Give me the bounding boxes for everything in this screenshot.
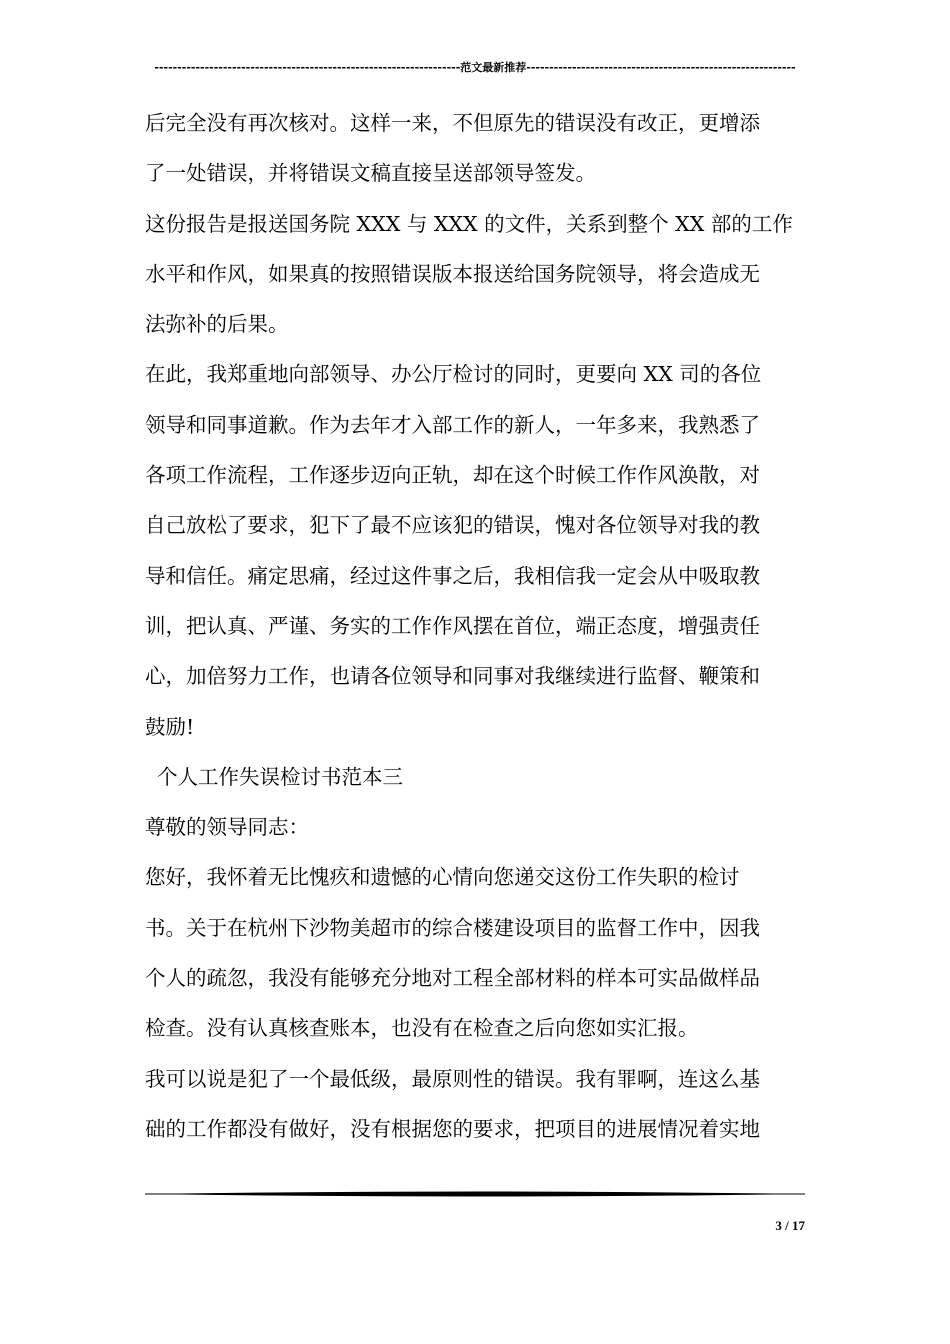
document-body: [145, 98, 825, 1154]
text-line: 各项工作流程，工作逐步迈向正轨，却在这个时候工作作风涣散，对: [145, 463, 760, 488]
text-line: 鼓励!: [145, 714, 195, 739]
paragraph: [145, 1054, 825, 1155]
text-line: 我可以说是犯了一个最低级，最原则性的错误。我有罪啊，连这么基: [145, 1066, 760, 1091]
text-line: 您好，我怀着无比愧疚和遗憾的心情向您递交这份工作失职的检讨: [145, 865, 740, 890]
text-line: 水平和作风，如果真的按照错误版本报送给国务院领导，将会造成无: [145, 261, 760, 286]
text-line: 检查。没有认真核查账本，也没有在检查之后向您如实汇报。: [145, 1016, 699, 1041]
paragraph: [145, 802, 825, 852]
text-line: 书。关于在杭州下沙物美超市的综合楼建设项目的监督工作中，因我: [145, 915, 760, 940]
text-line: 后完全没有再次核对。这样一来，不但原先的错误没有改正，更增添: [145, 111, 760, 135]
text-line: 领导和同事道歉。作为去年才入部工作的新人，一年多来，我熟悉了: [145, 412, 760, 437]
text-line: 尊敬的领导同志：: [145, 815, 309, 840]
text-line: 在此，我郑重地向部领导、办公厅检讨的同时，更要向 XX 司的各位: [145, 362, 762, 387]
paragraph: [145, 349, 825, 751]
footer-rule: [145, 1188, 805, 1200]
paragraph: [145, 98, 825, 199]
text-line: 个人的疏忽，我没有能够充分地对工程全部材料的样本可实品做样品: [145, 966, 760, 991]
text-line: 础的工作都没有做好，没有根据您的要求，把项目的进展情况着实地: [145, 1116, 760, 1141]
section-heading: [145, 752, 825, 802]
text-line: 心，加倍努力工作，也请各位领导和同事对我继续进行监督、鞭策和: [145, 664, 760, 689]
page-number: 3 / 17: [775, 1218, 805, 1233]
text-line: 训，把认真、严谨、务实的工作作风摆在首位，端正态度，增强责任: [145, 613, 760, 638]
text-line: 导和信任。痛定思痛，经过这件事之后，我相信我一定会从中吸取教: [145, 563, 760, 588]
paragraph: [145, 199, 825, 350]
text-line: 法弥补的后果。: [145, 312, 289, 337]
page-header: -------------------------------------------------------------------范文最新推荐-----------------------------------------------------------: [154, 61, 796, 74]
text-line: 自己放松了要求，犯下了最不应该犯的错误，愧对各位领导对我的教: [145, 513, 760, 538]
text-line: 这份报告是报送国务院 XXX 与 XXX 的文件，关系到整个 XX 部的工作: [145, 211, 793, 236]
paragraph: [145, 852, 825, 1053]
text-line: 了一处错误，并将错误文稿直接呈送部领导签发。: [145, 161, 596, 186]
text-line: 个人工作失误检讨书范本三: [157, 764, 403, 789]
